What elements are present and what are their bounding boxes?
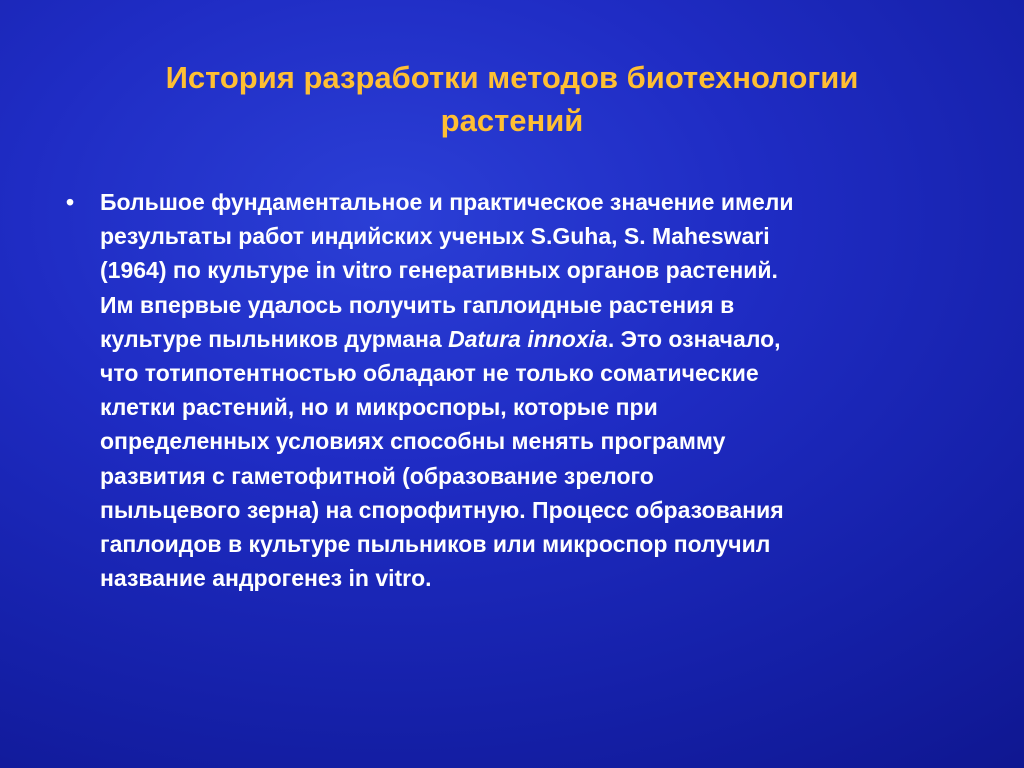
body-line-9: развития с гаметофитной (образование зрелого bbox=[100, 462, 654, 489]
body-line-8: определенных условиях способны менять программу bbox=[100, 428, 726, 455]
body-line-2: результаты работ индийских ученых S.Guha, S. Maheswari bbox=[100, 223, 770, 250]
bullet-list bbox=[60, 185, 970, 595]
bullet-item bbox=[60, 185, 970, 595]
body-line-11: гаплоидов в культуре пыльников или микроспор получил bbox=[100, 531, 771, 558]
slide-title-line-1: История разработки методов биотехнологии bbox=[165, 60, 859, 95]
body-line-5-text-after: . Это означало, bbox=[607, 325, 781, 352]
slide-title bbox=[60, 56, 964, 142]
body-line-6: что тотипотентностью обладают не только соматические bbox=[100, 360, 759, 387]
species-name: Datura innoxia bbox=[448, 325, 608, 352]
slide-title-line-2: растений bbox=[440, 103, 584, 138]
body-line-7: клетки растений, но и микроспоры, которые при bbox=[100, 394, 658, 421]
bullet-icon: • bbox=[65, 189, 75, 215]
body-line-3: (1964) по культуре in vitro генеративных органов растений. bbox=[100, 257, 778, 284]
body-line-10: пыльцевого зерна) на спорофитную. Процесс образования bbox=[100, 496, 784, 523]
body-line-5 bbox=[100, 322, 970, 356]
body-line-5-text-before: культуре пыльников дурмана bbox=[100, 325, 449, 352]
body-line-4: Им впервые удалось получить гаплоидные растения в bbox=[100, 291, 735, 318]
body-line-12: название андрогенез in vitro. bbox=[100, 565, 432, 592]
body-line-1: Большое фундаментальное и практическое значение имели bbox=[100, 189, 794, 215]
